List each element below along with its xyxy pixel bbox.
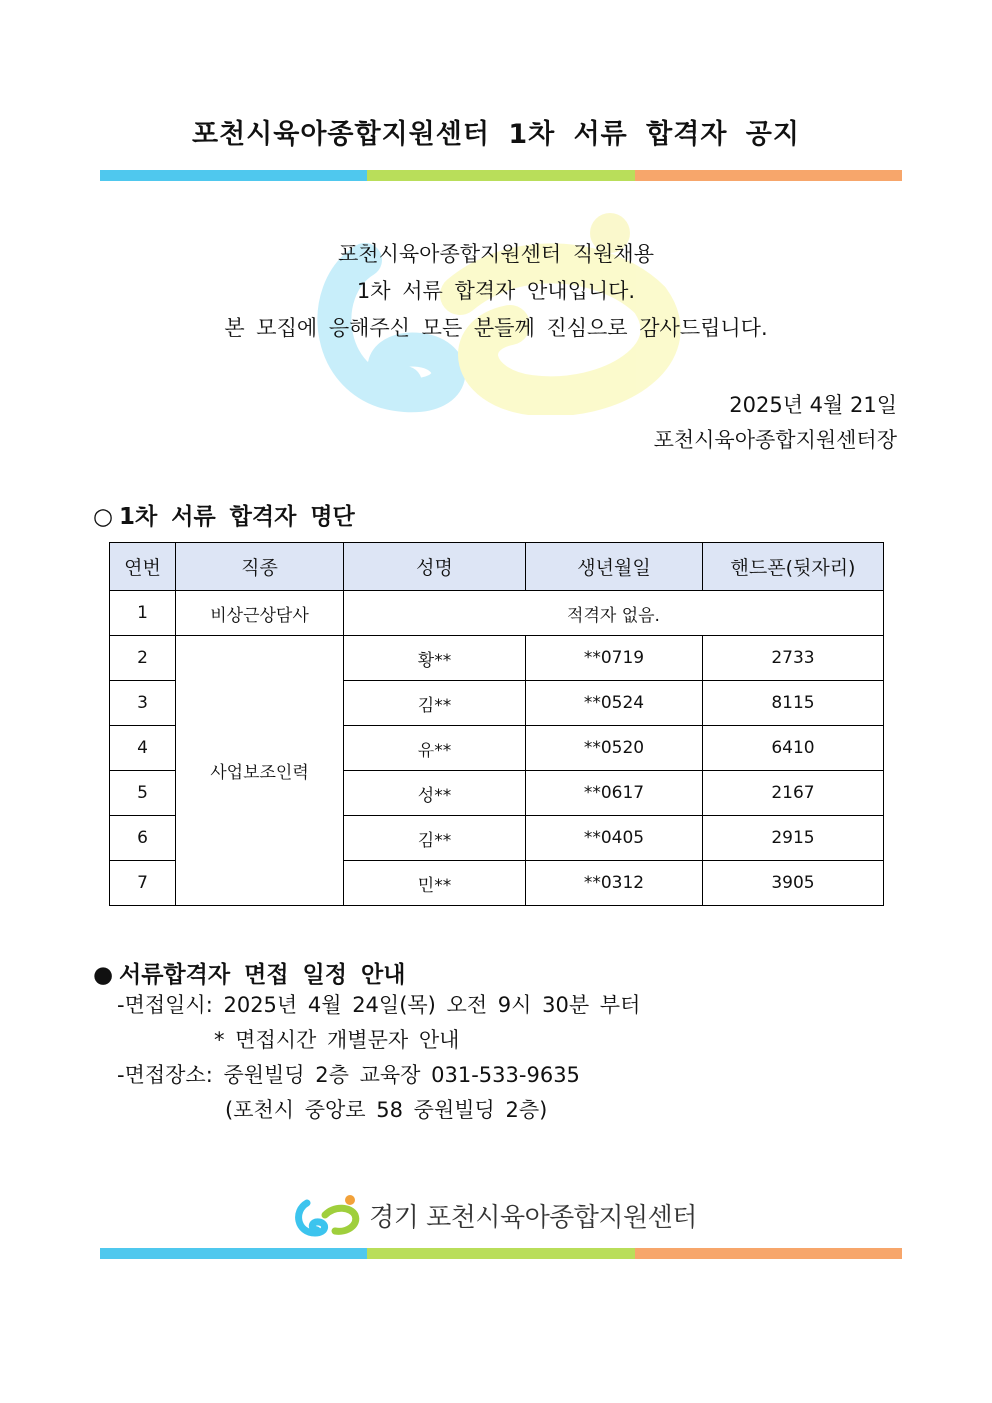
color-stripe-top (100, 170, 902, 181)
notice-date: 2025년 4월 21일 (729, 393, 897, 417)
table-row (110, 591, 884, 636)
cell-birth: **0524 (526, 681, 703, 726)
cell-phone: 2167 (703, 771, 884, 816)
section-heading-roster (93, 498, 355, 531)
interview-schedule (117, 988, 640, 1128)
cell-name: 김** (344, 681, 526, 726)
color-stripe-bottom (100, 1248, 902, 1259)
issuer-name: 포천시육아종합지원센터장 (653, 428, 897, 452)
intro-line-1: 포천시육아종합지원센터 직원채용 (338, 242, 654, 266)
cell-name: 민** (344, 861, 526, 906)
interview-date: -면접일시: 2025년 4월 24일(목) 오전 9시 30분 부터 (117, 993, 641, 1017)
hollow-circle-icon: ○ (93, 504, 114, 530)
section-heading-interview (93, 956, 405, 989)
header-no: 연번 (110, 543, 176, 591)
section-heading-text: 서류합격자 면접 일정 안내 (119, 962, 406, 988)
cell-name: 황** (344, 636, 526, 681)
intro-line-3: 본 모집에 응해주신 모든 분들께 진심으로 감사드립니다. (224, 316, 768, 340)
cell-birth: **0617 (526, 771, 703, 816)
intro-line-2: 1차 서류 합격자 안내입니다. (356, 279, 636, 303)
interview-date-note: * 면접시간 개별문자 안내 (214, 1028, 460, 1052)
table-header-row (110, 543, 884, 591)
cell-phone: 6410 (703, 726, 884, 771)
header-name: 성명 (344, 543, 526, 591)
cell-phone: 2733 (703, 636, 884, 681)
cell-note: 적격자 없음. (344, 591, 884, 636)
cell-name: 성** (344, 771, 526, 816)
cell-phone: 2915 (703, 816, 884, 861)
cell-no: 4 (110, 726, 176, 771)
filled-circle-icon: ● (93, 962, 114, 988)
signature-block (654, 388, 897, 458)
section-heading-text: 1차 서류 합격자 명단 (119, 504, 355, 530)
interview-place: -면접장소: 중원빌딩 2층 교육장 031-533-9635 (117, 1063, 580, 1087)
page-title: 포천시육아종합지원센터 1차 서류 합격자 공지 (192, 119, 800, 150)
cell-no: 5 (110, 771, 176, 816)
cell-job-group: 사업보조인력 (176, 636, 344, 906)
cell-birth: **0520 (526, 726, 703, 771)
cell-birth: **0719 (526, 636, 703, 681)
interview-place-note: (포천시 중앙로 58 중원빌딩 2층) (225, 1098, 548, 1122)
cell-no: 2 (110, 636, 176, 681)
passed-candidates-table (109, 542, 884, 906)
footer-logo (0, 1193, 992, 1237)
center-logo-icon (295, 1193, 363, 1237)
header-phone: 핸드폰(뒷자리) (703, 543, 884, 591)
organization-name: 경기 포천시육아종합지원센터 (369, 1202, 697, 1233)
cell-birth: **0405 (526, 816, 703, 861)
cell-no: 7 (110, 861, 176, 906)
header-job: 직종 (176, 543, 344, 591)
intro-message (0, 236, 992, 347)
cell-no: 6 (110, 816, 176, 861)
cell-phone: 8115 (703, 681, 884, 726)
cell-name: 김** (344, 816, 526, 861)
cell-no: 3 (110, 681, 176, 726)
cell-phone: 3905 (703, 861, 884, 906)
table-row (110, 636, 884, 681)
cell-job: 비상근상담사 (176, 591, 344, 636)
cell-birth: **0312 (526, 861, 703, 906)
cell-no: 1 (110, 591, 176, 636)
cell-name: 유** (344, 726, 526, 771)
header-birth: 생년월일 (526, 543, 703, 591)
